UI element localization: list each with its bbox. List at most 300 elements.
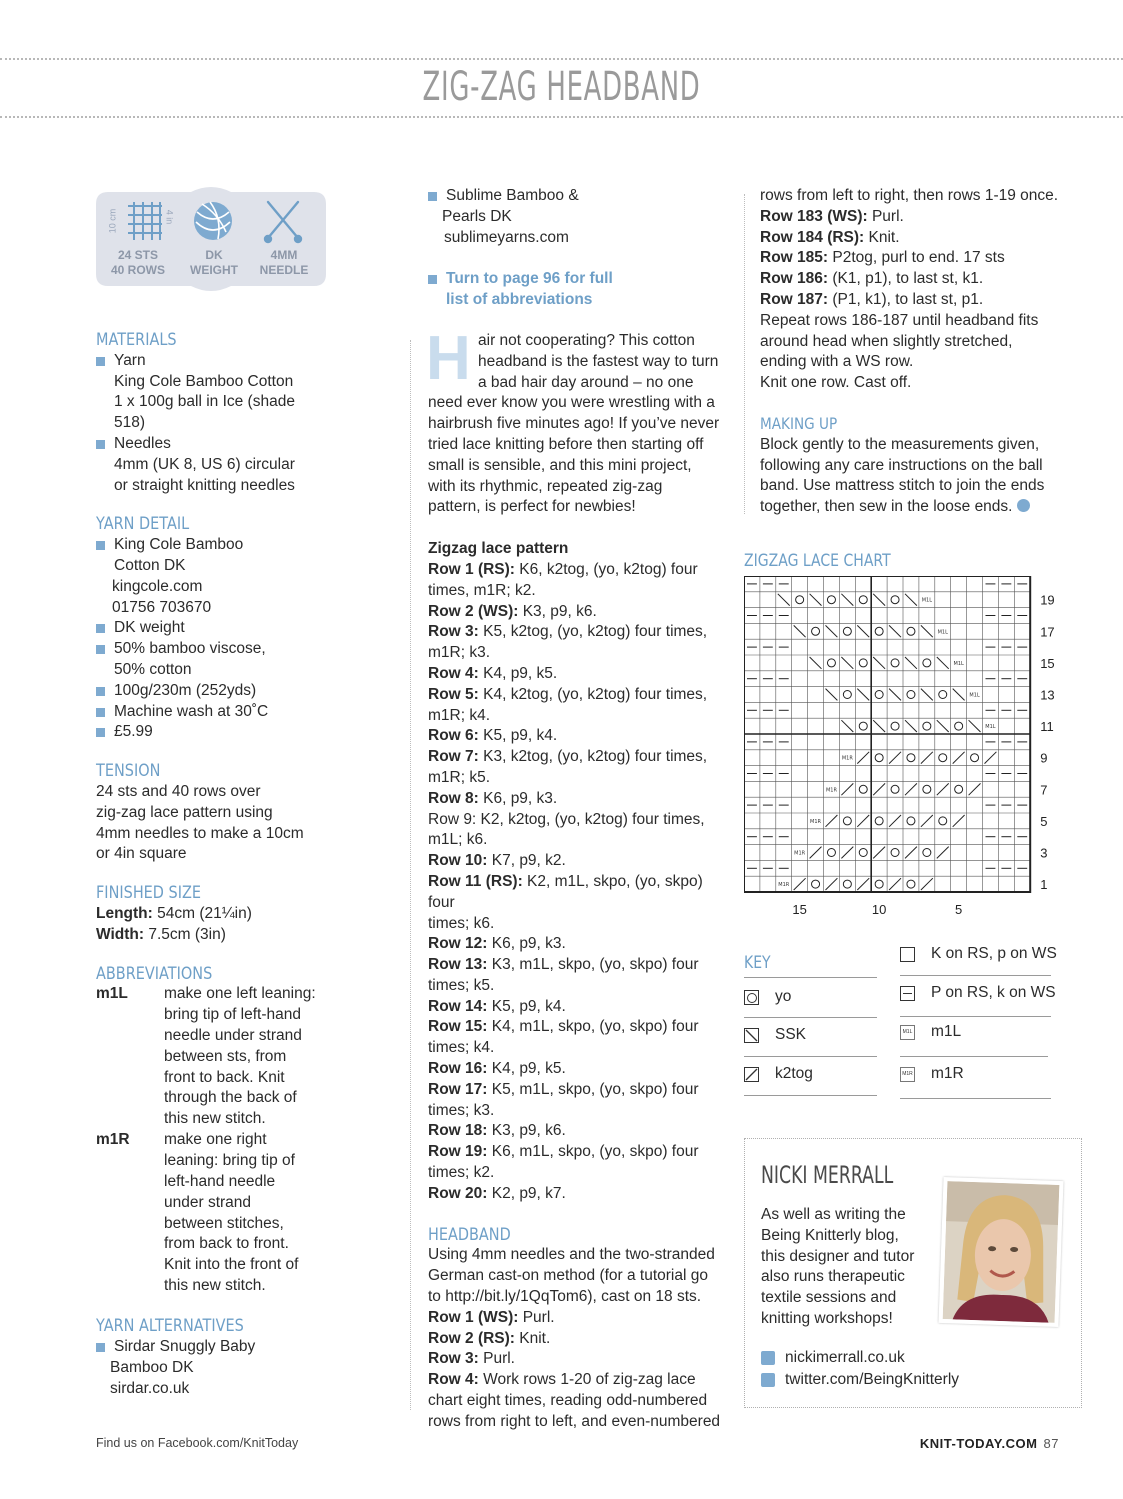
page-title: ZIG-ZAG HEADBAND <box>422 64 701 110</box>
chart-ssk <box>873 720 885 732</box>
chart-m1r: M1R <box>810 818 822 825</box>
pattern-row <box>428 747 733 768</box>
chart-yo <box>907 754 915 762</box>
yarn-detail-weight: DK weight <box>96 618 336 639</box>
intro-line: need ever know you were wrestling with a <box>428 394 715 412</box>
alt-yarn-line: Sublime Bamboo & <box>428 186 733 207</box>
chart-ssk <box>969 720 981 732</box>
row-text: K4, k2tog, (yo, k2tog) four times, <box>478 685 708 703</box>
chart-row-labels <box>1040 593 1054 892</box>
key-m1l <box>900 1013 961 1051</box>
tension-line: 4mm needles to make a 10cm <box>96 824 304 842</box>
gauge-vertical-label: 10 cm <box>107 208 118 234</box>
chart-row-label: 11 <box>1040 719 1054 735</box>
chart-row-label: 13 <box>1040 687 1055 703</box>
chart-ssk <box>889 689 901 701</box>
chart-k2tog <box>937 783 949 795</box>
intro-line: with its rhythmic, repeated zig-zag <box>428 477 663 495</box>
row-continuation: times; k2. <box>428 1164 495 1182</box>
title-divider <box>0 116 1123 118</box>
key-label: m1L <box>931 1023 962 1040</box>
row-text: Knit. <box>514 1329 551 1347</box>
needles-line: 4mm (UK 8, US 6) circular <box>114 455 295 473</box>
turn-page-link[interactable]: Turn to page 96 for full <box>428 269 733 290</box>
pattern-row <box>428 851 733 872</box>
width-value: 7.5cm (3in) <box>148 925 226 943</box>
pattern-row <box>428 789 733 810</box>
pattern-row <box>428 997 733 1018</box>
gauge-sts: 24 STS <box>117 248 159 262</box>
chart-yo <box>859 785 867 793</box>
row-text: Knit. <box>864 228 900 246</box>
row-label: Row 183 (WS): <box>760 207 868 225</box>
chart-grid <box>744 576 1030 892</box>
headband-row <box>428 1349 733 1370</box>
materials-heading: MATERIALS <box>96 330 177 350</box>
yarn-detail-url: kingcole.com <box>112 577 203 595</box>
row-text: K5, p9, k4. <box>478 727 558 745</box>
row-label: Row 18: <box>428 1122 488 1140</box>
chart-row-label: 9 <box>1040 750 1048 766</box>
chart-yo <box>843 817 851 825</box>
chart-k2tog <box>921 878 933 890</box>
chart-ssk <box>810 594 822 606</box>
gauge-rows: 40 ROWS <box>110 263 165 277</box>
chart-k2tog <box>953 815 965 827</box>
zigzag-pattern-rows <box>428 560 733 1205</box>
repeat-line: Repeat rows 186-187 until headband fits <box>760 311 1039 329</box>
abbrev-line: Knit into the front of <box>164 1256 299 1274</box>
abbrev-term: m1R <box>96 1131 130 1149</box>
chart-yo <box>923 722 931 730</box>
headband-line: Using 4mm needles and the two-stranded <box>428 1246 715 1264</box>
headband-line: to http://bit.ly/1QqTom6), cast on 18 sts. <box>428 1288 702 1306</box>
key-yo <box>744 978 791 1016</box>
chart-k2tog <box>985 752 997 764</box>
chart-row-label: 5 <box>1040 813 1048 829</box>
chart-ssk <box>937 657 949 669</box>
row-continuation: m1L; k6. <box>428 831 488 849</box>
intro-line: a bad hair day around – no one <box>478 373 694 391</box>
row-text: Purl. <box>478 1350 515 1368</box>
chart-yo <box>859 659 867 667</box>
chart-yo <box>859 722 867 730</box>
intro-line: headband is the fastest way to turn <box>478 352 719 370</box>
abbrev-line: under strand <box>164 1193 252 1211</box>
alt-yarn-line: Pearls DK <box>442 207 512 225</box>
needles-line: or straight knitting needles <box>114 476 295 494</box>
portrait-image <box>943 1181 1060 1323</box>
chart-yo <box>796 596 804 604</box>
row-label: Row 16: <box>428 1060 488 1078</box>
k2tog-icon <box>744 1067 759 1082</box>
chart-yo <box>891 785 899 793</box>
row-label: Row 6: <box>428 727 479 745</box>
yarn-line: 518) <box>114 414 146 432</box>
yarn-detail-phone: 01756 703670 <box>112 598 212 616</box>
chart-m1l: M1L <box>921 597 932 604</box>
making-up-line <box>760 497 1090 518</box>
chart-m1l: M1L <box>937 629 948 636</box>
chart-m1r: M1R <box>825 787 837 794</box>
headband-line: rows from right to left, and even-numbered <box>428 1412 721 1430</box>
zigzag-pattern-heading: Zigzag lace pattern <box>428 540 569 558</box>
designer-profile <box>744 1138 1082 1408</box>
bio-line: knitting workshops! <box>761 1309 893 1327</box>
chart-ssk <box>857 689 869 701</box>
chart-row-label: 3 <box>1040 845 1048 861</box>
intro-paragraph <box>426 323 733 518</box>
repeat-line: around head when slightly stretched, <box>760 332 1013 350</box>
chart-k2tog <box>794 878 806 890</box>
row-label: Row 14: <box>428 997 488 1015</box>
chart-k2tog <box>889 752 901 764</box>
chart-ssk <box>841 720 853 732</box>
key-label: k2tog <box>775 1065 813 1082</box>
chart-ssk <box>873 657 885 669</box>
footer-facebook[interactable]: Find us on Facebook.com/KnitToday <box>96 1436 299 1450</box>
headband-row <box>760 248 1090 269</box>
chart-ssk <box>778 594 790 606</box>
row-label: Row 3: <box>428 623 479 641</box>
row-label: Row 10: <box>428 852 488 870</box>
top-divider <box>0 58 1123 60</box>
headband-row <box>760 228 1090 249</box>
chart-row-label: 7 <box>1040 782 1048 798</box>
chart-column-label: 5 <box>955 902 963 917</box>
chart-yo <box>923 785 931 793</box>
twitter-link[interactable] <box>761 1371 959 1389</box>
abbrev-m1l <box>96 984 336 1130</box>
headband-row <box>760 290 1090 311</box>
abbrev-line: between sts, from <box>164 1047 287 1065</box>
row-label: Row 7: <box>428 748 479 766</box>
chart-k2tog <box>841 847 853 859</box>
yarn-detail-heading: YARN DETAIL <box>96 514 190 535</box>
yarn-detail-length: 100g/230m (252yds) <box>96 681 336 702</box>
tension-heading: TENSION <box>96 761 161 782</box>
chart-yo <box>843 627 851 635</box>
footer-site <box>920 1436 1059 1451</box>
chart-k2tog <box>873 847 885 859</box>
width-label: Width: <box>96 925 145 943</box>
yarn-ball-icon <box>194 202 232 240</box>
headband-line: German cast-on method (for a tutorial go <box>428 1267 708 1285</box>
chart-row-label: 15 <box>1040 655 1055 671</box>
bio-line: Being Knitterly blog, <box>761 1226 899 1244</box>
row-text: (P1, k1), to last st, p1. <box>828 290 984 308</box>
row-label: Row 4: <box>428 1371 479 1389</box>
designer-name: NICKI MERRALL <box>761 1161 894 1189</box>
row-continuation: times; k5. <box>428 976 495 994</box>
continued-line: rows from left to right, then rows 1-19 once. <box>760 187 1059 204</box>
website-icon <box>761 1351 775 1365</box>
chart-yo <box>859 849 867 857</box>
purl-icon <box>900 986 915 1001</box>
key-label: SSK <box>775 1026 807 1043</box>
chart-yo <box>843 691 851 699</box>
tension-line: zig-zag lace pattern using <box>96 803 273 821</box>
pattern-row <box>428 602 733 623</box>
pattern-row <box>428 1121 733 1142</box>
row-text: K4, m1L, skpo, (yo, skpo) four <box>487 1018 699 1036</box>
row-text: K6, p9, k3. <box>478 789 558 807</box>
intro-line: hairbrush five minutes ago! If you’ve never <box>428 415 720 433</box>
row-label: Row 12: <box>428 935 488 953</box>
pattern-row <box>428 934 733 955</box>
row-label: Row 3: <box>428 1350 479 1368</box>
turn-page-link[interactable]: list of abbreviations <box>446 291 593 309</box>
chart-yo <box>939 754 947 762</box>
chart-k2tog <box>826 815 838 827</box>
row-label: Row 11 (RS): <box>428 872 523 890</box>
row-text: P2tog, purl to end. 17 sts <box>828 249 1005 267</box>
chart-k2tog <box>889 878 901 890</box>
row-text: K3, k2tog, (yo, k2tog) four times, <box>478 748 708 766</box>
abbrev-line: left-hand needle <box>164 1172 276 1190</box>
chart-row-label: 1 <box>1040 877 1048 893</box>
yo-icon <box>744 990 759 1005</box>
making-up-text: together, then sew in the loose ends. <box>760 498 1013 516</box>
chart-yo <box>875 880 883 888</box>
knit-icon <box>900 947 915 962</box>
key-label: yo <box>775 988 792 1005</box>
chart-ssk <box>794 625 806 637</box>
twitter-text: twitter.com/BeingKnitterly <box>785 1371 960 1388</box>
chart-k2tog <box>857 752 869 764</box>
chart-yo <box>923 659 931 667</box>
headband-row <box>428 1308 733 1329</box>
row-text: K7, p9, k2. <box>487 852 566 870</box>
headband-line: chart eight times, reading odd-numbered <box>428 1392 708 1410</box>
row-label: Row 19: <box>428 1143 488 1161</box>
drop-cap: H <box>426 323 471 393</box>
chart-column-label: 15 <box>792 902 807 917</box>
making-up-line: band. Use mattress stitch to join the ends <box>760 477 1045 495</box>
key-label: K on RS, p on WS <box>931 945 1057 962</box>
chart-yo <box>971 754 979 762</box>
chart-ssk <box>857 625 869 637</box>
abbrev-line: through the back of <box>164 1089 297 1107</box>
abbrev-line: bring tip of left-hand <box>164 1006 302 1024</box>
abbrev-line: front to back. Knit <box>164 1068 285 1086</box>
making-up-heading: MAKING UP <box>760 413 838 433</box>
row-label: Row 5: <box>428 685 479 703</box>
website-link[interactable] <box>761 1349 905 1367</box>
headband-rows-end <box>760 207 1090 311</box>
row-text: Purl. <box>867 207 904 225</box>
row-text: K3, p9, k6. <box>487 1122 566 1140</box>
footer-site-name[interactable]: KNIT-TODAY.COM <box>919 1436 1038 1451</box>
key-heading: KEY <box>744 953 771 972</box>
chart-yo <box>827 596 835 604</box>
twitter-icon <box>761 1373 775 1387</box>
alt-yarn-line: Sirdar Snuggly Baby <box>96 1337 336 1358</box>
chart-k2tog <box>905 783 917 795</box>
chart-yo <box>812 880 820 888</box>
yarn-detail-fibre: 50% bamboo viscose, <box>96 639 336 660</box>
chart-yo <box>843 880 851 888</box>
intro-line: air not cooperating? This cotton <box>478 331 695 349</box>
pattern-row <box>428 1184 733 1205</box>
row-label: Row 184 (RS): <box>760 228 865 246</box>
yarn-detail-name: Cotton DK <box>114 556 186 574</box>
chart-k2tog <box>953 752 965 764</box>
tension-line: or 4in square <box>96 845 187 863</box>
row-text: Row 9: K2, k2tog, (yo, k2tog) four times, <box>428 810 705 828</box>
pattern-row <box>428 1017 733 1038</box>
website-text: nickimerrall.co.uk <box>785 1349 905 1366</box>
length-value: 54cm (21¼in) <box>157 904 252 922</box>
chart-yo <box>907 817 915 825</box>
row-text: (K1, p1), to last st, k1. <box>828 270 984 288</box>
making-up-line: following any care instructions on the ball <box>760 456 1043 474</box>
row-continuation: times, m1R; k2. <box>428 581 536 599</box>
tension-line: 24 sts and 40 rows over <box>96 782 261 800</box>
chart-yo <box>891 596 899 604</box>
chart-ssk <box>921 625 933 637</box>
chart-k2tog <box>841 783 853 795</box>
pattern-row <box>428 664 733 685</box>
length-label: Length: <box>96 904 153 922</box>
gauge-vertical-label-in: 4 in <box>164 209 175 225</box>
abbreviations-heading: ABBREVIATIONS <box>96 963 213 984</box>
bio-line: As well as writing the <box>761 1206 906 1223</box>
yarn-label: Yarn <box>96 351 336 372</box>
page-number: 87 <box>1043 1436 1059 1451</box>
chart-row-label: 19 <box>1040 592 1055 608</box>
chart-yo <box>891 722 899 730</box>
abbrev-m1r <box>96 1130 336 1296</box>
chart-k2tog <box>889 815 901 827</box>
chart-yo <box>907 627 915 635</box>
column-left <box>96 330 336 1400</box>
chart-yo <box>875 817 883 825</box>
chart-k2tog <box>969 783 981 795</box>
abbrev-line: needle under strand <box>164 1026 302 1044</box>
row-text: Purl. <box>518 1308 555 1326</box>
chart-yo <box>907 691 915 699</box>
column-divider <box>410 340 411 1410</box>
chart-k2tog <box>810 847 822 859</box>
alt-yarn-line: Bamboo DK <box>110 1358 194 1376</box>
chart-m1l: M1L <box>953 660 964 667</box>
chart-k2tog <box>857 878 869 890</box>
chart-ssk <box>953 689 965 701</box>
abbrev-line: between stitches, <box>164 1214 284 1232</box>
chart-ssk <box>889 625 901 637</box>
chart-k2tog <box>921 752 933 764</box>
info-badge <box>96 182 326 296</box>
headband-row <box>428 1370 733 1391</box>
pattern-row <box>428 810 733 831</box>
row-label: Row 2 (WS): <box>428 602 519 620</box>
headband-row <box>428 1329 733 1350</box>
chart-m1l: M1L <box>985 724 996 731</box>
intro-line: pattern, is perfect for newbies! <box>428 498 636 516</box>
bio-line: also runs therapeutic <box>761 1268 905 1286</box>
row-text: K5, m1L, skpo, (yo, skpo) four <box>487 1080 699 1098</box>
row-label: Row 186: <box>760 270 829 288</box>
key-ssk <box>744 1016 806 1054</box>
row-text: K2, p9, k7. <box>487 1184 566 1202</box>
abbrev-definition <box>164 984 339 1130</box>
chart-ssk <box>905 720 917 732</box>
chart-k2tog <box>937 847 949 859</box>
lace-chart <box>744 576 1084 926</box>
row-label: Row 20: <box>428 1184 488 1202</box>
row-text: K2, m1L, skpo, (yo, skpo) four <box>428 872 703 911</box>
key-label: P on RS, k on WS <box>931 984 1056 1001</box>
key-knit <box>900 935 1057 973</box>
chart-yo <box>827 659 835 667</box>
weight-line1: DK <box>205 248 223 262</box>
chart-ssk <box>826 625 838 637</box>
yarn-alternatives-heading: YARN ALTERNATIVES <box>96 1316 244 1337</box>
needle-line2: NEEDLE <box>259 263 309 277</box>
headband-heading: HEADBAND <box>428 1224 511 1245</box>
alt-yarn-line: sirdar.co.uk <box>110 1379 190 1397</box>
bio-line: this designer and tutor <box>761 1247 915 1265</box>
column-middle <box>428 186 733 1433</box>
chart-ssk <box>921 689 933 701</box>
chart-yo <box>891 659 899 667</box>
end-mark-icon <box>1017 499 1030 512</box>
chart-ssk <box>905 657 917 669</box>
abbrev-term: m1L <box>96 985 128 1003</box>
chart-column-labels <box>792 902 962 917</box>
row-label: Row 8: <box>428 789 479 807</box>
m1r-icon: M1R <box>900 1067 915 1082</box>
repeat-line: ending with a WS row. <box>760 353 914 371</box>
row-label: Row 1 (RS): <box>428 560 515 578</box>
row-continuation: m1R; k5. <box>428 768 491 786</box>
yarn-line: 1 x 100g ball in Ice (shade <box>114 393 295 411</box>
finished-width <box>96 925 336 946</box>
chart-yo <box>939 691 947 699</box>
chart-k2tog <box>873 783 885 795</box>
m1l-icon: M1L <box>900 1025 915 1040</box>
chart-yo <box>955 722 963 730</box>
key-label: m1R <box>931 1065 964 1082</box>
chart-yo <box>875 691 883 699</box>
row-label: Row 185: <box>760 249 829 267</box>
row-text: Work rows 1-20 of zig-zag lace <box>478 1371 696 1389</box>
row-label: Row 15: <box>428 1018 488 1036</box>
finished-size-heading: FINISHED SIZE <box>96 883 202 904</box>
chart-row-label: 17 <box>1040 624 1055 640</box>
chart-heading: ZIGZAG LACE CHART <box>744 551 891 570</box>
row-text: K6, m1L, skpo, (yo, skpo) four <box>487 1143 699 1161</box>
row-continuation: times; k6. <box>428 914 495 932</box>
chart-yo <box>875 754 883 762</box>
pattern-row <box>428 1080 733 1101</box>
abbrev-line: from back to front. <box>164 1235 289 1253</box>
row-text: K4, p9, k5. <box>487 1060 566 1078</box>
row-text: K3, p9, k6. <box>518 602 597 620</box>
row-text: K5, p9, k4. <box>487 997 566 1015</box>
chart-k2tog <box>921 815 933 827</box>
yarn-line: King Cole Bamboo Cotton <box>114 372 294 390</box>
yarn-detail-fibre: 50% cotton <box>114 660 192 678</box>
row-text: K6, p9, k3. <box>487 935 566 953</box>
chart-ssk <box>841 594 853 606</box>
gauge-label <box>110 248 166 278</box>
repeat-line: Knit one row. Cast off. <box>760 374 912 392</box>
chart-yo <box>891 849 899 857</box>
column-right <box>760 186 1090 518</box>
pattern-row <box>428 872 733 914</box>
